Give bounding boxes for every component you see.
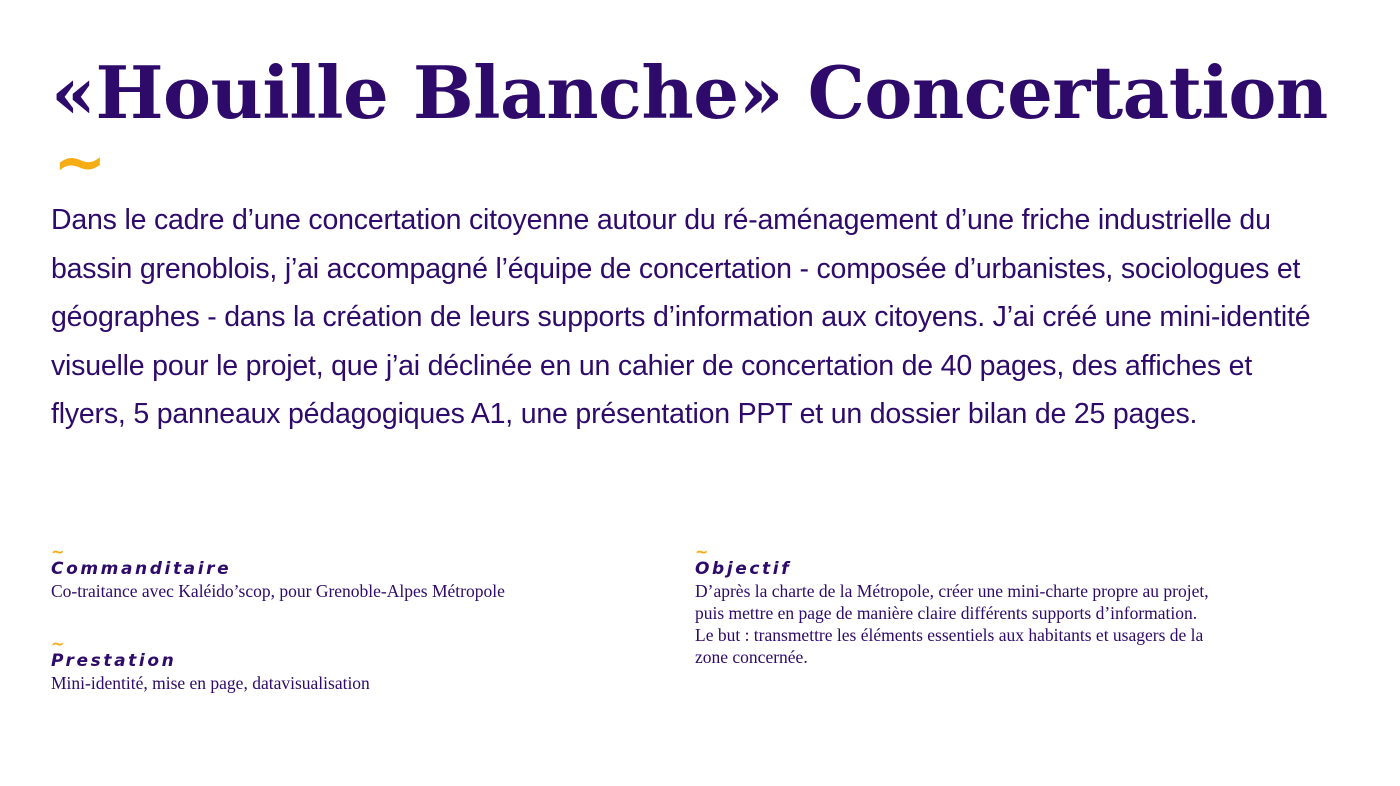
prestation-section bbox=[51, 634, 370, 694]
commanditaire-value: Co-traitance avec Kaléido’scop, pour Grenoble-Alpes Métropole bbox=[51, 581, 505, 601]
tilde-decoration-small: ~ bbox=[695, 542, 709, 561]
tilde-decoration: ~ bbox=[53, 126, 107, 200]
commanditaire-label: Commanditaire bbox=[51, 559, 232, 579]
commanditaire-section bbox=[51, 542, 505, 602]
prestation-value: Mini-identité, mise en page, datavisualisation bbox=[51, 673, 370, 693]
prestation-label: Prestation bbox=[51, 651, 177, 671]
tilde-decoration-small: ~ bbox=[51, 634, 65, 653]
project-page bbox=[51, 0, 1351, 786]
tilde-decoration-small: ~ bbox=[51, 542, 65, 561]
objectif-section bbox=[695, 542, 1215, 668]
objectif-value: D’après la charte de la Métropole, créer une mini-charte propre au projet, puis mettre en page de manière claire différents supports d’information. Le but : transmettre les éléments essentiels aux habitants et usagers de la zone concernée. bbox=[695, 581, 1209, 667]
objectif-label: Objectif bbox=[695, 559, 792, 579]
page-title: «Houille Blanche» Concertation bbox=[51, 50, 1328, 135]
intro-paragraph: Dans le cadre d’une concertation citoyenne autour du ré-aménagement d’une friche industrielle du bassin grenoblois, j’ai accompagné l’équipe de concertation - composée d’urbanistes, sociologues et géographes - dans la création de leurs supports d’information aux citoyens. J’ai créé une mini-identité visuelle pour le projet, que j’ai déclinée en un cahier de concertation de 40 pages, des affiches et flyers, 5 panneaux pédagogiques A1, une présentation PPT et un dossier bilan de 25 pages. bbox=[51, 204, 1311, 430]
